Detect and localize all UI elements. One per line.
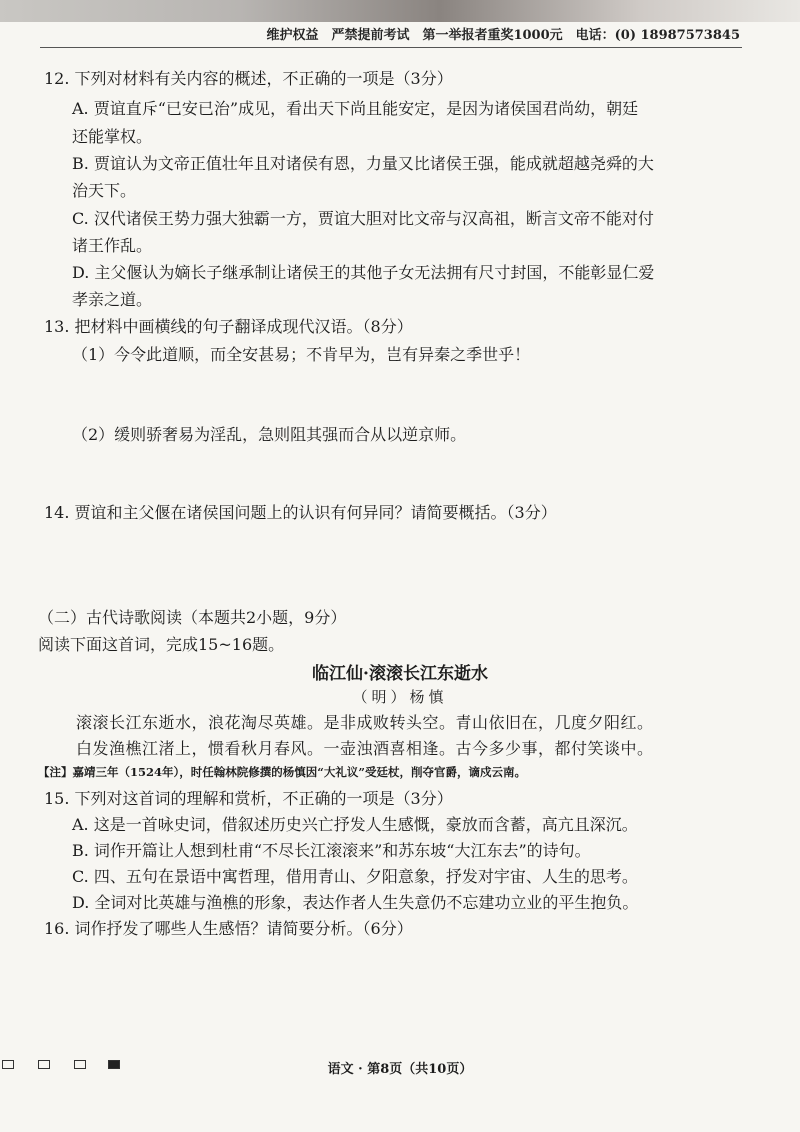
q12-stem: 12. 下列对材料有关内容的概述，不正确的一项是（3分）: [44, 69, 453, 88]
q12-option-b-cont: 治天下。: [72, 181, 137, 200]
poem-line-1: 滚滚长江东逝水，浪花淘尽英雄。是非成败转头空。青山依旧在，几度夕阳红。: [76, 713, 654, 732]
q12-option-d: D. 主父偃认为嫡长子继承制让诸侯王的其他子女无法拥有尺寸封国，不能彰显仁爱: [72, 263, 655, 282]
poem-note: 【注】嘉靖三年（1524年），时任翰林院修撰的杨慎因“大礼议”受廷杖，削夺官爵，谪戍云南。: [38, 765, 526, 779]
section-heading: （二）古代诗歌阅读（本题共2小题，9分）: [38, 608, 347, 627]
section-instruction: 阅读下面这首词，完成15~16题。: [38, 635, 285, 654]
q13-sentence-1: （1）今令此道顺，而全安甚易；不肯早为，岂有异秦之季世乎！: [72, 345, 531, 364]
q15-option-a: A. 这是一首咏史词，借叙述历史兴亡抒发人生感慨，豪放而含蓄，高亢且深沉。: [72, 815, 638, 834]
q15-option-b: B. 词作开篇让人想到杜甫“不尽长江滚滚来”和苏东坡“大江东去”的诗句。: [72, 841, 591, 860]
anti-leak-banner: 维护权益 严禁提前考试 第一举报者重奖1000元 电话：(0) 18987573845: [266, 28, 740, 43]
q13-sentence-2: （2）缓则骄奢易为淫乱，急则阻其强而合从以逆京师。: [72, 425, 467, 444]
q12-option-d-cont: 孝亲之道。: [72, 290, 153, 309]
poem-line-2: 白发渔樵江渚上，惯看秋月春风。一壶浊酒喜相逢。古今多少事，都付笑谈中。: [76, 739, 654, 758]
q15-option-d: D. 全词对比英雄与渔樵的形象，表达作者人生失意仍不忘建功立业的平生抱负。: [72, 893, 639, 912]
q15-stem: 15. 下列对这首词的理解和赏析，不正确的一项是（3分）: [44, 789, 453, 808]
scan-top-band: [0, 0, 800, 22]
page-footer: 语文 · 第8页（共10页）: [327, 1062, 473, 1077]
q16-stem: 16. 词作抒发了哪些人生感悟？请简要分析。（6分）: [44, 919, 413, 938]
banner-rule: [40, 47, 742, 48]
q12-option-a: A. 贾谊直斥“已安已治”成见，看出天下尚且能安定，是因为诸侯国君尚幼，朝廷: [72, 99, 639, 118]
q12-option-b: B. 贾谊认为文帝正值壮年且对诸侯有恩，力量又比诸侯王强，能成就超越尧舜的大: [72, 154, 654, 173]
q14-stem: 14. 贾谊和主父偃在诸侯国问题上的认识有何异同？请简要概括。（3分）: [44, 503, 557, 522]
poem-author: （明）杨慎: [352, 688, 448, 706]
poem-title: 临江仙·滚滚长江东逝水: [312, 664, 488, 684]
q12-option-c-cont: 诸王作乱。: [72, 236, 153, 255]
q15-option-c: C. 四、五句在景语中寓哲理，借用青山、夕阳意象，抒发对宇宙、人生的思考。: [72, 867, 638, 886]
q13-stem: 13. 把材料中画横线的句子翻译成现代汉语。（8分）: [44, 317, 413, 336]
q12-option-a-cont: 还能掌权。: [72, 127, 153, 146]
q12-option-c: C. 汉代诸侯王势力强大独霸一方，贾谊大胆对比文帝与汉高祖，断言文帝不能对付: [72, 209, 654, 228]
